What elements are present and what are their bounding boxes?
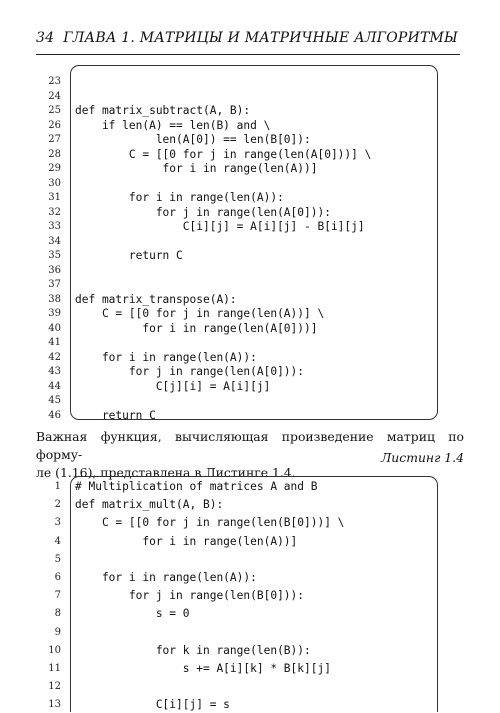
line-number: 39 xyxy=(48,308,61,319)
code-text: C = [[0 for j in range(len(A))] \ xyxy=(75,307,325,320)
line-number: 13 xyxy=(48,699,61,711)
line-number: 44 xyxy=(48,380,61,392)
line-number: 10 xyxy=(48,644,61,656)
line-number: 31 xyxy=(48,192,61,203)
line-number: 37 xyxy=(48,279,61,290)
code-text: for j in range(len(B[0])): xyxy=(75,589,305,603)
line-number: 6 xyxy=(54,572,61,583)
line-number: 8 xyxy=(54,608,61,620)
page-header xyxy=(36,30,458,50)
code-text: for j in range(len(A[0])): xyxy=(75,205,331,219)
line-number: 9 xyxy=(54,626,61,638)
line-number: 7 xyxy=(54,590,61,602)
code-text: for j in range(len(A[0])): xyxy=(75,365,305,378)
line-number: 12 xyxy=(48,681,61,693)
code-text: s += A[i][k] * B[k][j] xyxy=(75,662,331,675)
code-text: # Multiplication of matrices A and B xyxy=(75,480,318,493)
code-text: C[j][i] = A[i][j] xyxy=(75,379,271,393)
line-number: 23 xyxy=(48,76,61,87)
listing-caption: Листинг 1.4 xyxy=(380,450,464,465)
code-text: for i in range(len(A[0]))] xyxy=(75,321,318,335)
code-text: for i in range(len(A))] xyxy=(75,534,298,548)
line-number: 33 xyxy=(48,221,61,232)
line-number: 11 xyxy=(48,663,61,674)
line-number: 4 xyxy=(54,535,61,547)
line-number: 25 xyxy=(48,105,61,116)
code-text: for i in range(len(A)): xyxy=(75,191,284,204)
line-number: 27 xyxy=(48,134,61,145)
code-text: C = [[0 for j in range(len(A[0]))] \ xyxy=(75,147,372,161)
line-number: 24 xyxy=(48,90,61,102)
line-number: 34 xyxy=(48,235,61,247)
code-text: def matrix_mult(A, B): xyxy=(75,498,224,512)
line-number: 36 xyxy=(48,264,61,276)
code-text: C[i][j] = s xyxy=(75,698,230,712)
code-text: def matrix_transpose(A): xyxy=(75,292,237,306)
line-number: 45 xyxy=(48,395,61,406)
line-number: 5 xyxy=(54,553,61,565)
code-listing-bottom xyxy=(48,476,438,712)
line-number: 40 xyxy=(48,322,61,334)
code-text: len(A[0]) == len(B[0]): xyxy=(75,133,311,146)
code-text: return C xyxy=(75,249,183,262)
line-number: 1 xyxy=(54,481,61,492)
chapter-title: ГЛАВА 1. МАТРИЦЫ И МАТРИЧНЫЕ АЛГОРИТМЫ xyxy=(63,30,458,46)
paragraph-line: Важная функция, вычисляющая произведение матриц по форму- xyxy=(36,429,464,462)
line-number: 46 xyxy=(48,409,61,421)
code-text: for i in range(len(A)): xyxy=(75,571,257,584)
line-number: 42 xyxy=(48,351,61,363)
code-text: for k in range(len(B)): xyxy=(75,643,311,657)
line-number: 30 xyxy=(48,177,61,189)
code-listing-top xyxy=(48,65,438,422)
code-text: s = 0 xyxy=(75,607,190,621)
line-number: 29 xyxy=(48,163,61,174)
line-number: 28 xyxy=(48,148,61,160)
line-number: 3 xyxy=(54,517,61,529)
code-text: C[i][j] = A[i][j] - B[i][j] xyxy=(75,220,365,233)
line-number: 32 xyxy=(48,206,61,218)
line-number: 41 xyxy=(48,337,61,348)
code-text: return C xyxy=(75,408,156,422)
line-number: 38 xyxy=(48,293,61,305)
header-rule xyxy=(36,54,460,55)
code-text: def matrix_subtract(A, B): xyxy=(75,104,251,117)
code-text: C = [[0 for j in range(len(B[0]))] \ xyxy=(75,516,345,530)
paragraph-line: ле (1.16), представлена в Листинге 1.4. xyxy=(36,465,296,480)
code-text: for i in range(len(A))] xyxy=(75,162,318,175)
code-text: for i in range(len(A)): xyxy=(75,350,257,364)
line-number: 26 xyxy=(48,119,61,131)
line-number: 43 xyxy=(48,366,61,377)
line-number: 2 xyxy=(54,499,61,511)
code-text: if len(A) == len(B) and \ xyxy=(75,118,271,132)
page-number: 34 xyxy=(36,30,55,46)
line-number: 35 xyxy=(48,250,61,261)
